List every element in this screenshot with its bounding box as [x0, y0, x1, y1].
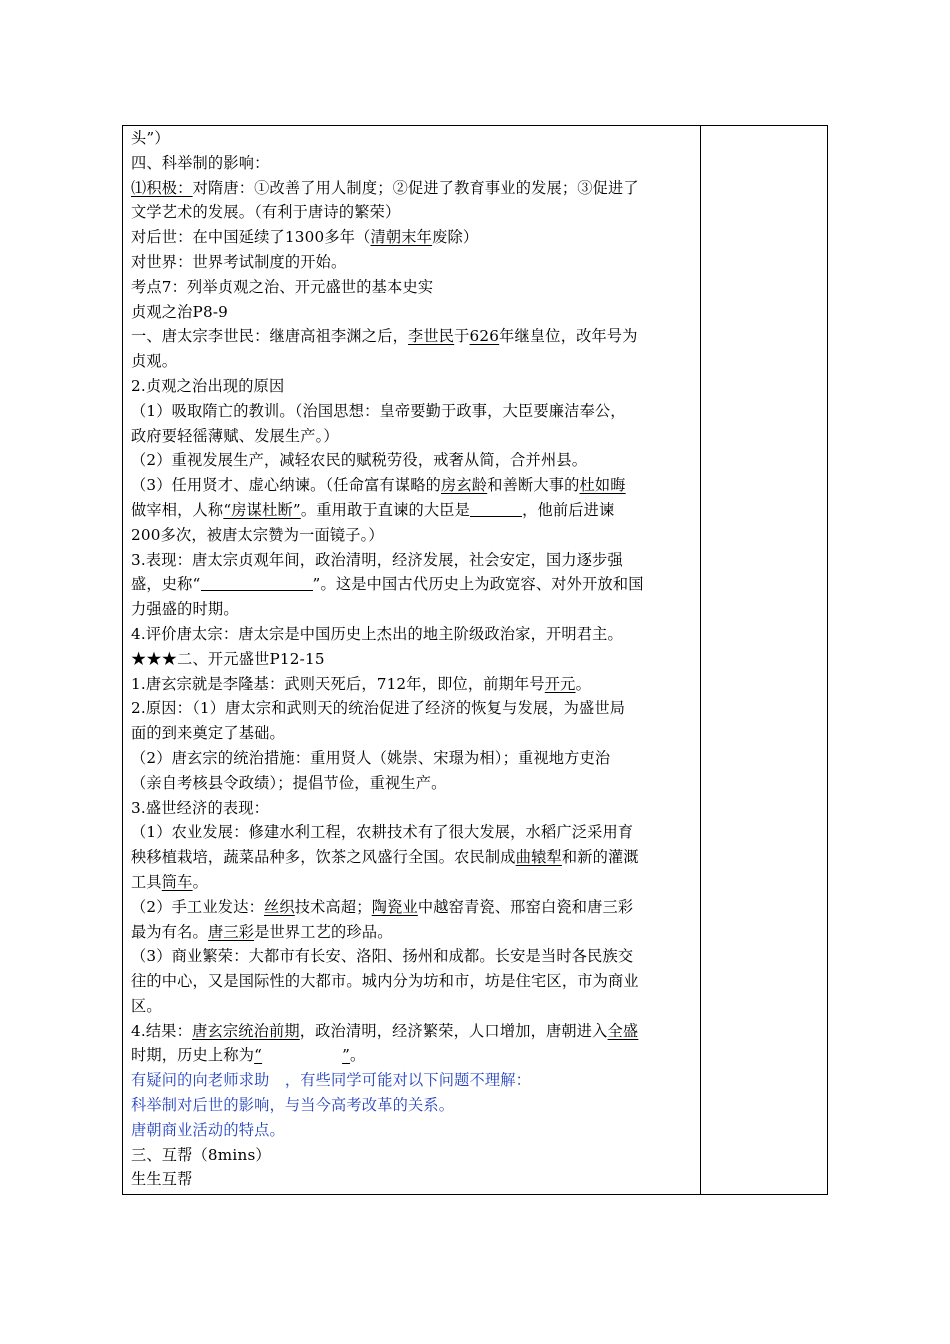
underlined-term: 房玄龄 [441, 476, 488, 495]
underlined-term: 唐玄宗统治前期 [192, 1021, 300, 1040]
text: （2）手工业发达： [131, 897, 264, 916]
text: ★★★二、开元盛世P12-15 [131, 649, 325, 668]
underlined-term: 全盛 [607, 1021, 639, 1040]
text: 2.原因：（1）唐太宗和武则天的统治促进了经济的恢复与发展，为盛世局 [131, 699, 626, 718]
text-line [131, 572, 696, 597]
notes-cell [701, 126, 827, 1194]
text-line [131, 374, 696, 399]
text: 文学艺术的发展。（有利于唐诗的繁荣） [131, 203, 401, 222]
text: 和新的灌溉 [561, 848, 639, 867]
text: 时期，历史上称为 [131, 1046, 255, 1065]
underlined-blank[interactable] [254, 1046, 350, 1064]
underlined-term: ⑴积极： [131, 178, 193, 197]
text: 唐朝商业活动的特点。 [131, 1120, 285, 1139]
text: 考点7：列举贞观之治、开元盛世的基本史实 [131, 277, 434, 296]
underlined-term: 626 [469, 327, 500, 346]
text-line [131, 548, 696, 573]
text: 1.唐玄宗就是李隆基：武则天死后，712年，即位，前期年号 [131, 674, 545, 693]
text-line [131, 696, 696, 721]
text-line [131, 944, 696, 969]
text: 有疑问的向老师求助 ，有些同学可能对以下问题不理解： [131, 1071, 532, 1090]
section-heading [131, 151, 696, 176]
main-cell [131, 126, 696, 1192]
text-line [131, 969, 696, 994]
text-line [131, 498, 696, 523]
question-line [131, 1118, 696, 1143]
open-quote: “ [254, 1046, 263, 1065]
text: 工具 [131, 872, 162, 891]
text: ，他前后进谏 [522, 500, 615, 519]
underlined-term: 开元 [544, 674, 576, 693]
text: 面的到来奠定了基础。 [131, 724, 285, 743]
text-line [131, 796, 696, 821]
text-line [131, 1019, 696, 1044]
text-line [131, 324, 696, 349]
text: 贞观之治P8-9 [131, 302, 229, 321]
underlined-term: 杜如晦 [579, 476, 626, 495]
text: ，政治清明，经济繁荣，人口增加，唐朝进入 [299, 1021, 608, 1040]
text-line [131, 895, 696, 920]
text: 对隋唐：①改善了用人制度；②促进了教育事业的发展；③促进了 [192, 178, 639, 197]
text: 最为有名。 [131, 922, 208, 941]
text: 3.表现：唐太宗贞观年间，政治清明，经济发展，社会安定，国力逐步强 [131, 550, 623, 569]
text: 生生互帮 [131, 1170, 193, 1189]
text-line [131, 300, 696, 325]
text: 于 [454, 327, 470, 346]
text-line [131, 424, 696, 449]
question-line [131, 1093, 696, 1118]
underlined-term: 丝织 [263, 897, 295, 916]
text: 对世界：世界考试制度的开始。 [131, 252, 347, 271]
text-line [131, 820, 696, 845]
text: 政府要轻徭薄赋、发展生产。） [131, 426, 339, 445]
close-quote: ” [342, 1046, 351, 1065]
text-line [131, 845, 696, 870]
underlined-term: 曲辕犁 [515, 848, 562, 867]
text-line [131, 746, 696, 771]
text-line [131, 870, 696, 895]
text-line [131, 225, 696, 250]
text: 3.盛世经济的表现： [131, 798, 269, 817]
text-line [131, 275, 696, 300]
text: ”。这是中国古代历史上为政宽容、对外开放和国 [312, 575, 644, 594]
text-line [131, 622, 696, 647]
text: 做宰相，人称 [131, 500, 224, 519]
fill-in-blank[interactable] [470, 500, 522, 517]
text: 科举制对后世的影响，与当今高考改革的关系。 [131, 1096, 455, 1115]
text-line [131, 399, 696, 424]
text: 。重用敢于直谏的大臣是 [300, 500, 471, 519]
text-line [131, 523, 696, 548]
text: 头”） [131, 129, 170, 147]
text: 技术高超； [294, 897, 372, 916]
text: 中越窑青瓷、邢窑白瓷和唐三彩 [417, 897, 634, 916]
underlined-term: “房谋杜断” [223, 500, 301, 519]
underlined-term: 陶瓷业 [371, 897, 418, 916]
underlined-term: 清朝末年 [370, 228, 433, 247]
text: （1）吸取隋亡的教训。（治国思想：皇帝要勤于政事，大臣要廉洁奉公， [131, 401, 626, 420]
text: 一、唐太宗李世民：继唐高祖李渊之后， [131, 327, 408, 346]
text: 和善断大事的 [487, 476, 580, 495]
text: 4.结果： [131, 1021, 193, 1040]
text: 秧移植栽培，蔬菜品种多，饮茶之风盛行全国。农民制成 [131, 848, 516, 867]
text-line [131, 1043, 696, 1068]
text-line [131, 473, 696, 498]
text: 是世界工艺的珍品。 [254, 922, 393, 941]
text: 。 [575, 674, 591, 693]
text-line [131, 672, 696, 697]
text: （亲自考核县令政绩）；提倡节俭，重视生产。 [131, 773, 447, 792]
text: 区。 [131, 996, 162, 1015]
text: 往的中心，又是国际性的大都市。城内分为坊和市，坊是住宅区，市为商业 [131, 972, 639, 991]
underlined-term: 筒车 [161, 872, 193, 891]
text: 对后世：在中国延续了1300多年（ [131, 228, 371, 247]
text-line [131, 1167, 696, 1192]
text: 4.评价唐太宗：唐太宗是中国历史上杰出的地主阶级政治家，开明君主。 [131, 624, 623, 643]
text: 废除） [432, 228, 479, 247]
text: 200多次，被唐太宗赞为一面镜子。） [131, 525, 384, 544]
fill-in-blank[interactable] [201, 574, 313, 591]
text-line [131, 126, 696, 151]
text-line [131, 349, 696, 374]
text-line [131, 920, 696, 945]
question-line [131, 1068, 696, 1093]
text-line [131, 250, 696, 275]
text-line [131, 448, 696, 473]
text: 年继皇位，改年号为 [499, 327, 638, 346]
text: （1）农业发展：修建水利工程，农耕技术有了很大发展，水稻广泛采用育 [131, 823, 634, 842]
text: （2）重视发展生产，减轻农民的赋税劳役，戒奢从简，合并州县。 [131, 451, 588, 470]
text: 力强盛的时期。 [131, 600, 239, 619]
text: 贞观。 [131, 352, 178, 371]
text: （3）任用贤才、虚心纳谏。（任命富有谋略的 [131, 476, 442, 495]
text-line [131, 994, 696, 1019]
text-line [131, 597, 696, 622]
text-line [131, 771, 696, 796]
underlined-term: 李世民 [407, 327, 455, 346]
text-line [131, 200, 696, 225]
section-heading [131, 647, 696, 672]
text: 。 [350, 1046, 366, 1065]
text: 。 [192, 872, 208, 891]
text: 三、互帮（8mins） [131, 1145, 271, 1164]
text: （3）商业繁荣：大都市有长安、洛阳、扬州和成都。长安是当时各民族交 [131, 947, 634, 966]
underlined-term: 唐三彩 [207, 922, 255, 941]
text-line [131, 721, 696, 746]
text: 盛，史称“ [131, 575, 201, 594]
text: 四、科举制的影响： [131, 153, 270, 172]
text: （2）唐玄宗的统治措施：重用贤人（姚崇、宋璟为相）；重视地方吏治 [131, 748, 611, 767]
text-line [131, 176, 696, 201]
section-heading [131, 1143, 696, 1168]
text: 2.贞观之治出现的原因 [131, 376, 285, 395]
